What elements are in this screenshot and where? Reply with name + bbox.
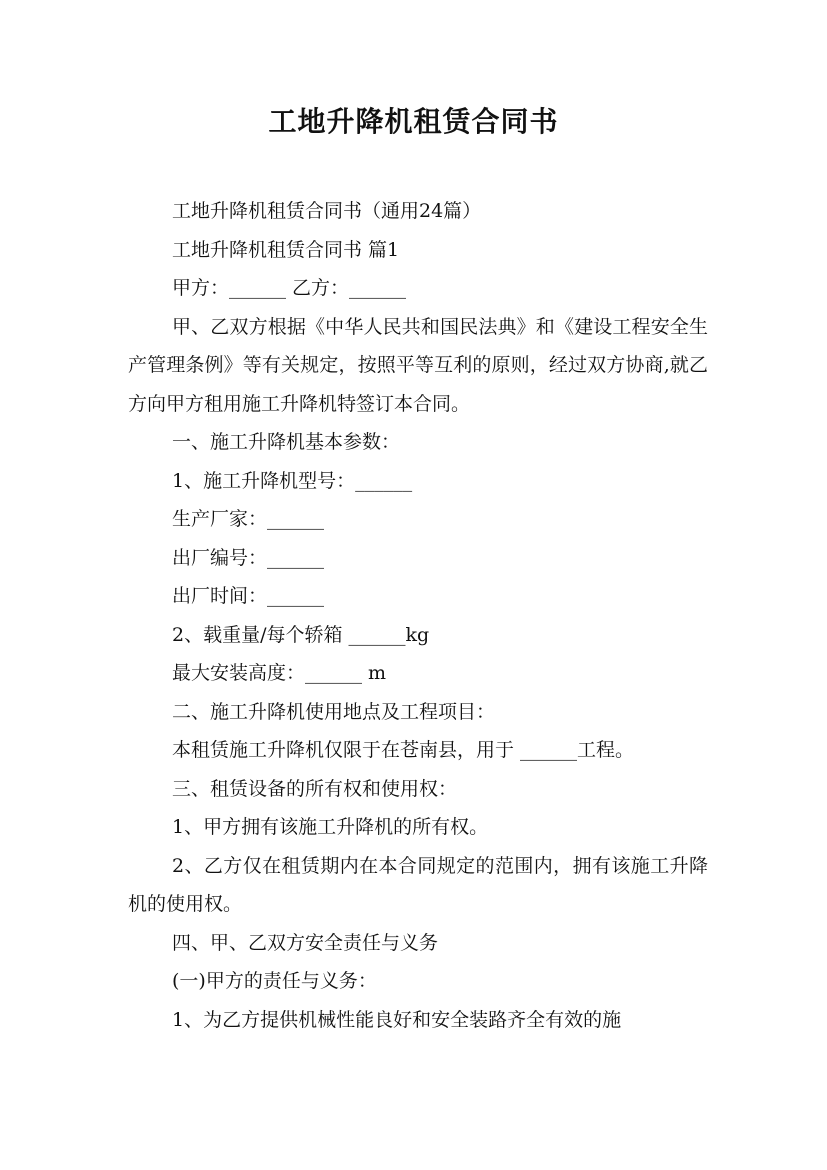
paragraph: 1、施工升降机型号：______	[172, 469, 413, 492]
paragraph: 一、施工升降机基本参数：	[172, 431, 401, 453]
paragraph: 2、载重量/每个轿箱 ______kg	[172, 623, 430, 646]
paragraph: 最大安装高度：______ m	[172, 662, 387, 684]
paragraph: 1、为乙方提供机械性能良好和安全装路齐全有效的施	[172, 1008, 622, 1031]
paragraph: 1、甲方拥有该施工升降机的所有权。	[172, 816, 489, 838]
paragraph: 2、乙方仅在租赁期内在本合同规定的范围内，拥有该施工升降机的使用权。	[128, 854, 708, 915]
paragraph: 三、租赁设备的所有权和使用权：	[172, 777, 458, 800]
paragraph: 工地升降机租赁合同书 篇1	[172, 238, 400, 261]
paragraph: 二、施工升降机使用地点及工程项目：	[172, 700, 496, 723]
paragraph: 甲、乙双方根据《中华人民共和国民法典》和《建设工程安全生产管理条例》等有关规定，按照平等互利的原则，经过双方协商,就乙方向甲方租用施工升降机特签订本合同。	[128, 315, 708, 415]
paragraph: 生产厂家：______	[172, 508, 325, 530]
paragraph: 工地升降机租赁合同书（通用24篇）	[172, 200, 482, 222]
paragraph: 出厂时间：______	[172, 585, 325, 607]
paragraph: 出厂编号：______	[172, 546, 325, 569]
paragraph: 甲方：______ 乙方：______	[172, 277, 407, 299]
document-title: 工地升降机租赁合同书	[268, 105, 559, 138]
document-body	[128, 192, 708, 1039]
paragraph: (一)甲方的责任与义务：	[172, 970, 377, 992]
paragraph: 四、甲、乙双方安全责任与义务	[172, 931, 439, 954]
paragraph: 本租赁施工升降机仅限于在苍南县，用于 ______工程。	[172, 739, 635, 761]
